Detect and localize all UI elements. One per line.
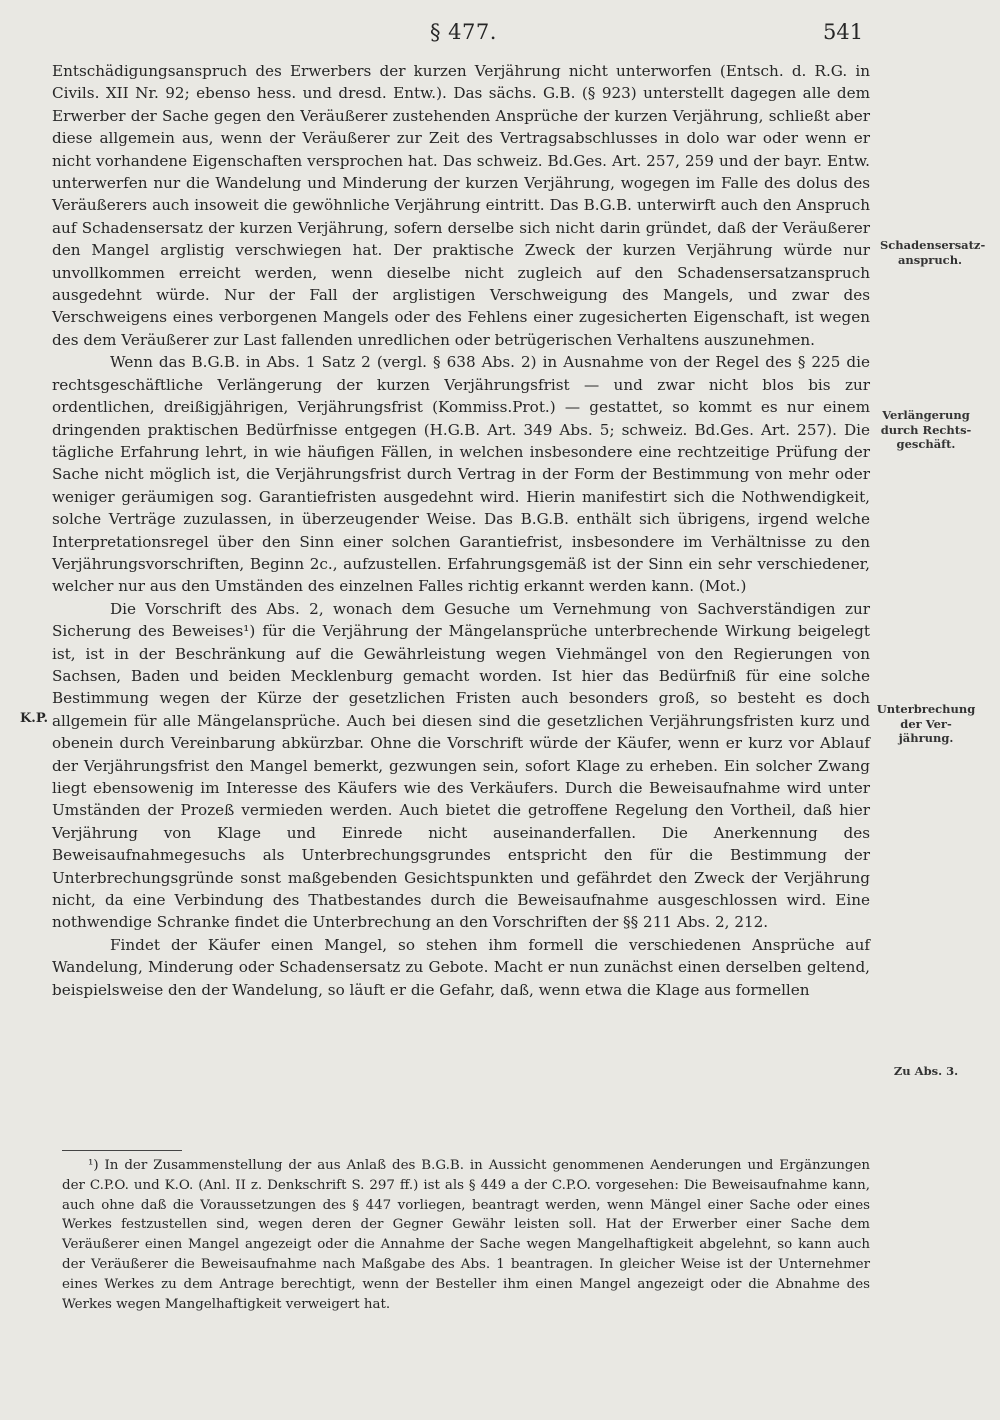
kp-label: K.P. <box>20 711 48 726</box>
margin-note-schadensersatz: Schadensersatz-anspruch. <box>880 238 986 267</box>
footnote-text: ¹) In der Zusammenstellung der aus Anlaß des B.G.B. in Aussicht genommenen Aenderungen und Ergänzungen der C.P.O. und K.O. (Anl. II z. Denkschrift S. 297 ff.) ist als § 449 a der C.P.O. vorgesehen: Die Beweisaufnahme kann, auch ohne daß die Voraussetzungen des § 447 vorliegen, beantragt werden, wenn Mängel einer Sache oder eines Werkes festzustellen sind, wegen deren der Gegner Gewähr leisten soll. Hat der Erwerber einer Sache dem Veräußerer einen Mangel angezeigt oder die Annahme der Sache wegen Mangelhaftigkeit abgelehnt, so kann auch der Veräußerer die Beweisaufnahme nach Maßgabe des Abs. 1 beantragen. In gleicher Weise ist der Unternehmer eines Werkes zu dem Antrage berechtigt, wenn der Besteller ihm einen Mangel angezeigt oder die Abnahme des Werkes wegen Mangelhaftigkeit verweigert hat. <box>62 1158 870 1312</box>
paragraph-1: Entschädigungsanspruch des Erwerbers der kurzen Verjährung nicht unterworfen (Entsch. d. R.G. in Civils. XII Nr. 92; ebenso hess. und dresd. Entw.). Das sächs. G.B. (§ 923) unterstellt dagegen alle dem Erwerber der Sache gegen den Veräußerer zustehenden Ansprüche der kurzen Verjährung, schließt aber diese allgemein aus, wenn der Veräußerer zur Zeit des Vertragsabschlusses in dolo war oder wenn er nicht vorhandene Eigenschaften versprochen hat. Das schweiz. Bd.Ges. Art. 257, 259 und der bayr. Entw. unterwerfen nur die Wandelung und Minderung der kurzen Verjährung, wogegen im Falle des dolus des Veräußerers auch insoweit die gewöhnliche Verjährung eintritt. Das B.G.B. unterwirft auch den Anspruch auf Schadensersatz der kurzen Verjährung, sofern derselbe sich nicht darin gründet, daß der Veräußerer den Mangel arglistig verschwiegen hat. Der praktische Zweck der kurzen Verjährung würde nur unvollkommen erreicht werden, wenn dieselbe nicht zugleich auf den Schadensersatzanspruch ausgedehnt würde. Nur der Fall der arglistigen Verschweigung des Mangels, und zwar des Verschweigens eines verborgenen Mangels oder des Fehlens einer zugesicherten Eigenschaft, ist wegen des dem Veräußerer zur Last fallenden unredlichen oder betrügerischen Verhaltens auszunehmen. <box>52 62 870 349</box>
section-heading: § 477. <box>430 20 497 44</box>
margin-note-unterbrechung: Unterbrechung der Ver-jährung. <box>876 702 976 745</box>
paragraph-4: Findet der Käufer einen Mangel, so stehen ihm formell die verschiedenen Ansprüche auf Wandelung, Minderung oder Schadensersatz zu Gebote. Macht er nun zunächst einen derselben geltend, beispielsweise den der Wandelung, so läuft er die Gefahr, daß, wenn etwa die Klage aus formellen <box>52 935 870 999</box>
main-text <box>52 60 870 1001</box>
margin-note-zu-abs3: Zu Abs. 3. <box>893 1064 959 1078</box>
page-number: 541 <box>823 20 864 44</box>
footnote-rule <box>62 1150 182 1151</box>
page-header <box>0 18 1000 48</box>
paragraph-2: Wenn das B.G.B. in Abs. 1 Satz 2 (vergl. § 638 Abs. 2) in Ausnahme von der Regel des § 225 die rechtsgeschäftliche Verlängerung der kurzen Verjährungsfrist — und zwar nicht blos bis zur ordentlichen, dreißigjährigen, Verjährungsfrist (Kommiss.Prot.) — gestattet, so kommt es nur einem dringenden praktischen Bedürfnisse entgegen (H.G.B. Art. 349 Abs. 5; schweiz. Bd.Ges. Art. 257). Die tägliche Erfahrung lehrt, in wie häufigen Fällen, in welchen insbesondere eine rechtzeitige Prüfung der Sache nicht möglich ist, die Verjährungsfrist durch Vertrag in der Form der Bestimmung von mehr oder weniger geräumigen sog. Garantiefristen ausgedehnt wird. Hierin manifestirt sich die Nothwendigkeit, solche Verträge zuzulassen, in überzeugender Weise. Das B.G.B. enthält sich übrigens, irgend welche Interpretationsregel über den Sinn einer solchen Garantiefrist, insbesondere im Verhältnisse zu den Verjährungsvorschriften, Beginn 2c., aufzustellen. Erfahrungsgemäß ist der Sinn ein sehr verschiedener, welcher nur aus den Umständen des einzelnen Falles richtig erkannt werden kann. (Mot.) <box>52 353 870 596</box>
footnote <box>62 1156 870 1314</box>
margin-note-verlaengerung: Verlängerung durch Rechts-geschäft. <box>880 408 972 451</box>
paragraph-3: Die Vorschrift des Abs. 2, wonach dem Gesuche um Vernehmung von Sachverständigen zur Sicherung des Beweises¹) für die Verjährung der Mängelansprüche unterbrechende Wirkung beigelegt ist, ist in der Beschränkung auf die Gewährleistung wegen Viehmängel von den Regierungen von Sachsen, Baden und beiden Mecklenburg gemacht worden. Ist hier das Bedürfniß für eine solche Bestimmung wegen der Kürze der gesetzlichen Fristen auch besonders groß, so besteht es doch allgemein für alle Mängelansprüche. Auch bei diesen sind die gesetzlichen Verjährungsfristen kurz und obenein durch Vereinbarung abkürzbar. Ohne die Vorschrift würde der Käufer, wenn er kurz vor Ablauf der Verjährungsfrist den Mangel bemerkt, gezwungen sein, sofort Klage zu erheben. Ein solcher Zwang liegt ebensowenig im Interesse des Käufers wie des Verkäufers. Durch die Beweisaufnahme wird unter Umständen der Prozeß vermieden werden. Auch bietet die getroffene Regelung den Vortheil, daß hier Verjährung von Klage und Einrede nicht auseinanderfallen. Die Anerkennung des Beweisaufnahmegesuchs als Unterbrechungsgrundes entspricht den für die Bestimmung der Unterbrechungsgründe sonst maßgebenden Gesichtspunkten und gefährdet den Zweck der Verjährung nicht, da eine Verbindung des Thatbestandes durch die Beweisaufnahme ausgeschlossen wird. Eine nothwendige Schranke findet die Unterbrechung an den Vorschriften der §§ 211 Abs. 2, 212. <box>52 599 870 932</box>
